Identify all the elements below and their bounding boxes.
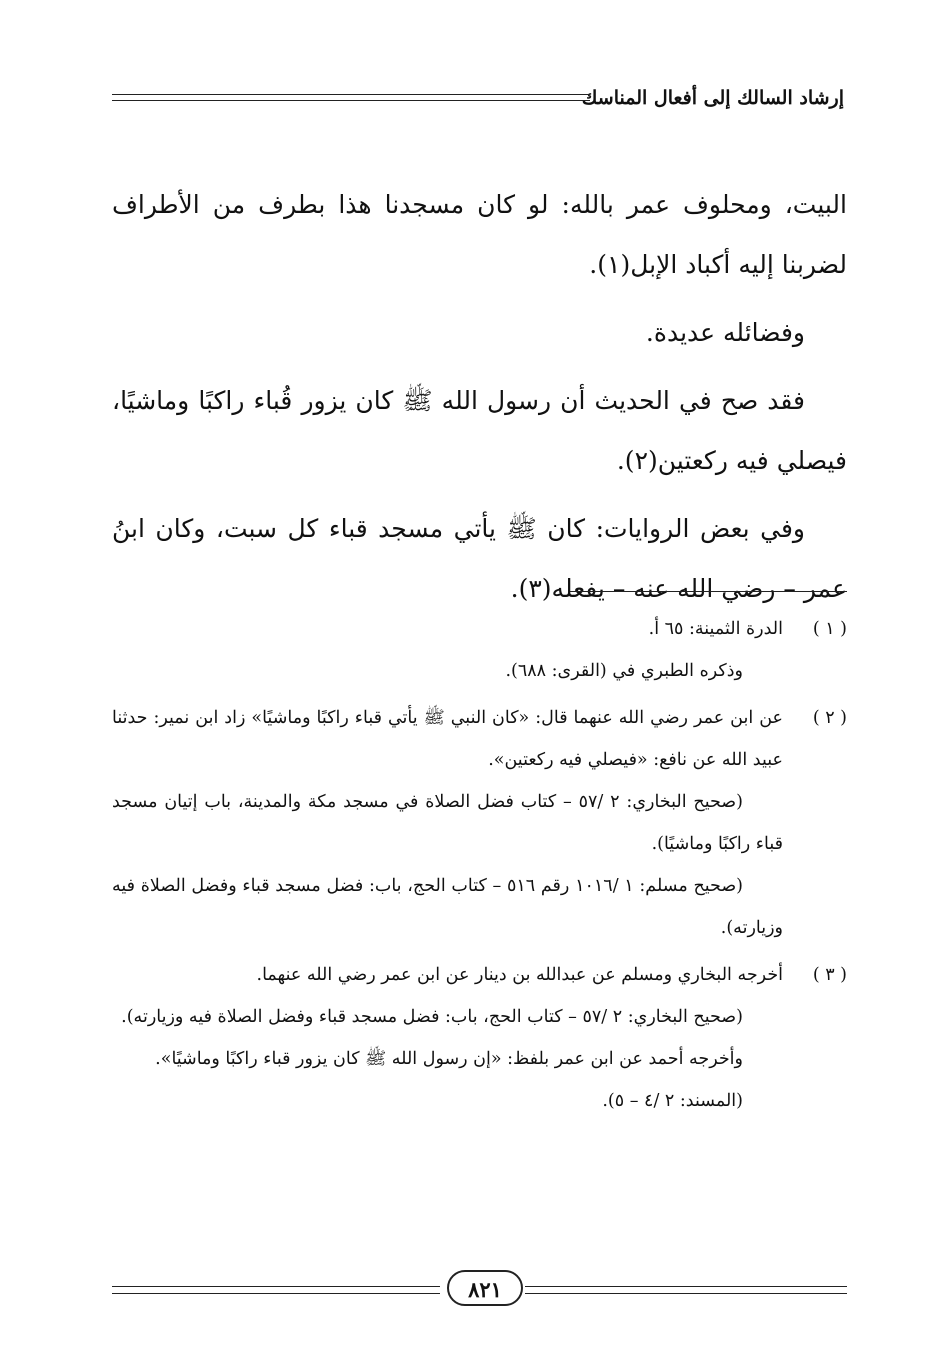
footer-rule-left bbox=[112, 1286, 440, 1294]
footnote-line: (صحيح مسلم: ١ /١٠١٦ رقم ٥١٦ – كتاب الحج، باب: فضل مسجد قباء وفضل الصلاة فيه وزيارته). bbox=[112, 876, 783, 938]
footnote-line: الدرة الثمينة: ٦٥ أ. bbox=[648, 619, 783, 639]
footnote-separator bbox=[570, 591, 847, 592]
header-rule bbox=[112, 94, 590, 101]
footnote-3 bbox=[112, 954, 847, 1122]
running-header-title: إرشاد السالك إلى أفعال المناسك bbox=[581, 87, 844, 109]
footer-rule-right bbox=[525, 1286, 847, 1294]
footnote-line: (صحيح البخاري: ٢ /٥٧ – كتاب فضل الصلاة في مسجد مكة والمدينة، باب إتيان مسجد قباء راكبًا وماشيًا). bbox=[112, 792, 783, 854]
footnote-1 bbox=[112, 608, 847, 692]
page-footer bbox=[112, 1270, 847, 1310]
footnote-line: وأخرجه أحمد عن ابن عمر بلفظ: «إن رسول الله ﷺ كان يزور قباء راكبًا وماشيًا». bbox=[155, 1049, 743, 1069]
footnotes bbox=[112, 608, 847, 1127]
footnote-number: ( ٢ ) bbox=[812, 708, 847, 728]
footnote-number: ( ٣ ) bbox=[812, 965, 847, 985]
footnote-line: وذكره الطبري في (القرى: ٦٨٨). bbox=[505, 661, 743, 681]
main-text bbox=[112, 175, 847, 619]
footnote-line: (المسند: ٢ /٤ – ٥). bbox=[602, 1091, 743, 1111]
page-number: ٨٢١ bbox=[447, 1270, 523, 1306]
body-paragraph: البيت، ومحلوف عمر بالله: لو كان مسجدنا هذا بطرف من الأطراف لضربنا إليه أكباد الإبل(١). bbox=[112, 190, 847, 279]
footnote-line: عن ابن عمر رضي الله عنهما قال: «كان النبي ﷺ يأتي قباء راكبًا وماشيًا» زاد ابن نمير: حدثنا عبيد الله عن نافع: «فيصلي فيه ركعتين». bbox=[112, 708, 783, 770]
body-paragraph: فقد صح في الحديث أن رسول الله ﷺ كان يزور قُباء راكبًا وماشيًا، فيصلي فيه ركعتين(٢). bbox=[112, 386, 847, 475]
footnote-line: (صحيح البخاري: ٢ /٥٧ – كتاب الحج، باب: فضل مسجد قباء وفضل الصلاة فيه وزيارته). bbox=[121, 1007, 743, 1027]
body-paragraph: وفي بعض الروايات: كان ﷺ يأتي مسجد قباء كل سبت، وكان ابنُ عمر – رضي الله عنه – يفعله(٣). bbox=[112, 514, 847, 603]
body-paragraph: وفضائله عديدة. bbox=[645, 318, 805, 347]
running-header bbox=[112, 85, 844, 115]
footnote-line: أخرجه البخاري ومسلم عن عبدالله بن دينار عن ابن عمر رضي الله عنهما. bbox=[256, 965, 783, 985]
footnote-number: ( ١ ) bbox=[812, 619, 847, 639]
footnote-2 bbox=[112, 697, 847, 949]
